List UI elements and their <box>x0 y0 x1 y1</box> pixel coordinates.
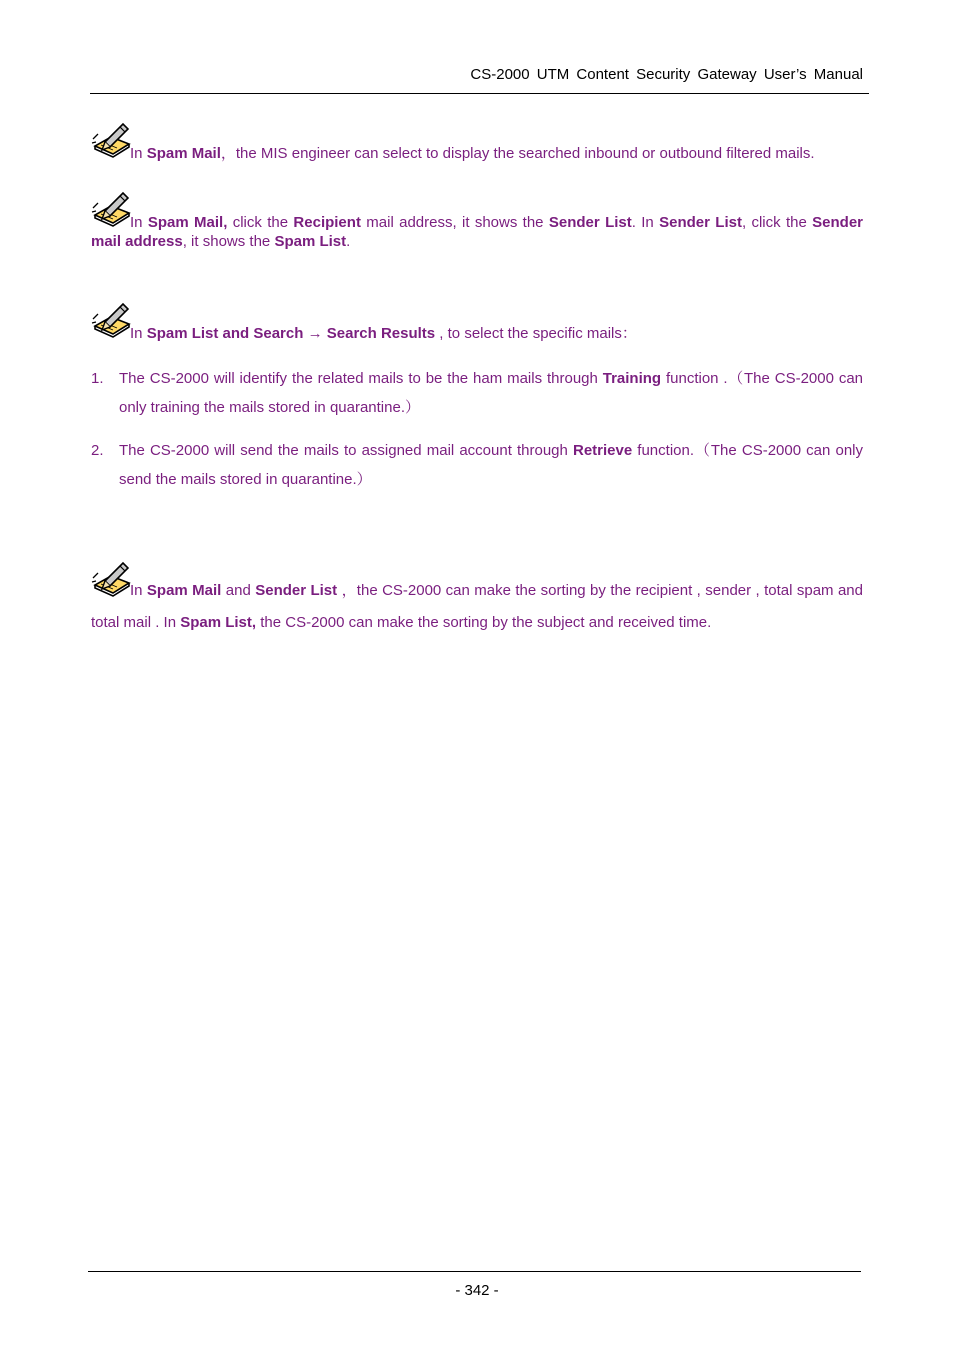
note-search-results: In Spam List and Search → Search Results , to select the specific mails： <box>91 300 863 343</box>
note-recipient-sender-list: In Spam Mail, click the Recipient mail address, it shows the Sender List. In Sender List, click the Sender mail address, it shows the Spam List. <box>91 189 863 251</box>
arrow-right-icon: → <box>303 325 327 342</box>
pencil-note-icon <box>91 559 131 599</box>
header-rule <box>90 93 869 94</box>
note-sorting: In Spam Mail and Sender List ，the CS-2000 can make the sorting by the recipient , sender , total spam and total mail . In Spam List, the CS-2000 can make the sorting by the subject and received time. <box>91 559 863 639</box>
pencil-note-icon <box>91 120 131 160</box>
running-header: CS-2000 UTM Content Security Gateway User’s Manual <box>470 66 863 83</box>
pencil-note-icon <box>91 189 131 229</box>
note-spam-mail-direction: In Spam Mail，the MIS engineer can select to display the searched inbound or outbound filtered mails. <box>91 120 863 163</box>
footer-rule <box>88 1271 861 1272</box>
pencil-note-icon <box>91 300 131 340</box>
page-number: - 342 - <box>455 1282 499 1299</box>
